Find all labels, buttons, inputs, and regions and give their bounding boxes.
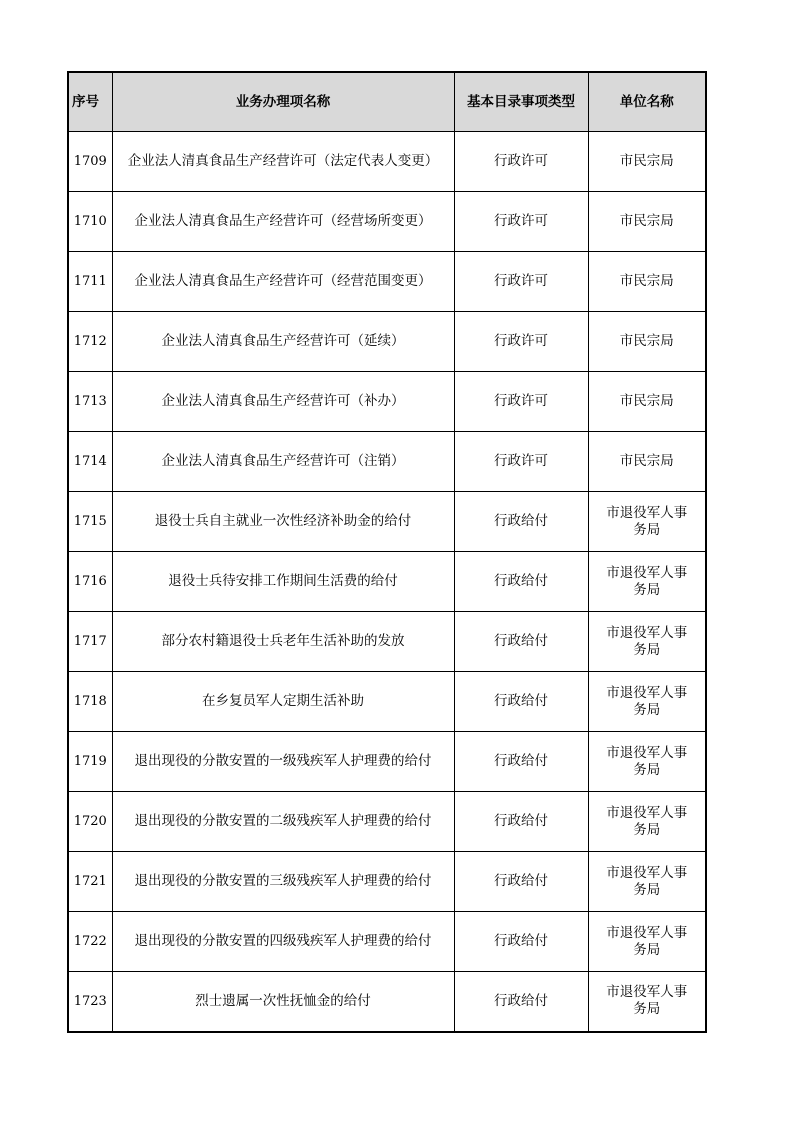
row-number: 1710 (68, 192, 112, 252)
item-type: 行政许可 (454, 132, 588, 192)
item-name: 退役士兵自主就业一次性经济补助金的给付 (112, 492, 454, 552)
item-type: 行政给付 (454, 612, 588, 672)
unit-name: 市退役军人事务局 (588, 972, 706, 1032)
table-row (68, 492, 706, 552)
row-number: 1722 (68, 912, 112, 972)
row-number: 1711 (68, 252, 112, 312)
unit-name: 市退役军人事务局 (588, 792, 706, 852)
item-type: 行政给付 (454, 492, 588, 552)
row-number: 1718 (68, 672, 112, 732)
item-name: 企业法人清真食品生产经营许可（延续） (112, 312, 454, 372)
column-header-no: 序号 (68, 72, 112, 132)
row-number: 1712 (68, 312, 112, 372)
item-type: 行政给付 (454, 912, 588, 972)
item-name: 烈士遗属一次性抚恤金的给付 (112, 972, 454, 1032)
row-number: 1721 (68, 852, 112, 912)
item-name: 企业法人清真食品生产经营许可（法定代表人变更） (112, 132, 454, 192)
table-header (68, 72, 706, 132)
item-type: 行政给付 (454, 732, 588, 792)
item-name: 退出现役的分散安置的一级残疾军人护理费的给付 (112, 732, 454, 792)
table-row (68, 312, 706, 372)
row-number: 1709 (68, 132, 112, 192)
row-number: 1723 (68, 972, 112, 1032)
item-name: 企业法人清真食品生产经营许可（注销） (112, 432, 454, 492)
table-row (68, 612, 706, 672)
item-name: 退出现役的分散安置的二级残疾军人护理费的给付 (112, 792, 454, 852)
item-name: 企业法人清真食品生产经营许可（经营场所变更） (112, 192, 454, 252)
row-number: 1713 (68, 372, 112, 432)
item-name: 在乡复员军人定期生活补助 (112, 672, 454, 732)
item-name: 企业法人清真食品生产经营许可（补办） (112, 372, 454, 432)
unit-name: 市退役军人事务局 (588, 912, 706, 972)
row-number: 1720 (68, 792, 112, 852)
unit-name: 市退役军人事务局 (588, 612, 706, 672)
item-type: 行政许可 (454, 372, 588, 432)
item-type: 行政给付 (454, 792, 588, 852)
table-body (68, 132, 706, 1032)
item-type: 行政许可 (454, 192, 588, 252)
item-name: 企业法人清真食品生产经营许可（经营范围变更） (112, 252, 454, 312)
unit-name: 市民宗局 (588, 372, 706, 432)
table-row (68, 852, 706, 912)
item-type: 行政许可 (454, 432, 588, 492)
table-row (68, 132, 706, 192)
row-number: 1714 (68, 432, 112, 492)
column-header-type: 基本目录事项类型 (454, 72, 588, 132)
item-type: 行政许可 (454, 252, 588, 312)
table-row (68, 552, 706, 612)
item-name: 部分农村籍退役士兵老年生活补助的发放 (112, 612, 454, 672)
unit-name: 市民宗局 (588, 132, 706, 192)
unit-name: 市民宗局 (588, 312, 706, 372)
item-type: 行政给付 (454, 672, 588, 732)
item-name: 退出现役的分散安置的三级残疾军人护理费的给付 (112, 852, 454, 912)
table-row (68, 432, 706, 492)
item-type: 行政许可 (454, 312, 588, 372)
row-number: 1719 (68, 732, 112, 792)
table-row (68, 912, 706, 972)
table-row (68, 372, 706, 432)
table-row (68, 672, 706, 732)
service-items-table (67, 71, 707, 1033)
item-type: 行政给付 (454, 552, 588, 612)
unit-name: 市退役军人事务局 (588, 732, 706, 792)
column-header-unit: 单位名称 (588, 72, 706, 132)
unit-name: 市退役军人事务局 (588, 492, 706, 552)
unit-name: 市民宗局 (588, 192, 706, 252)
unit-name: 市退役军人事务局 (588, 852, 706, 912)
unit-name: 市民宗局 (588, 432, 706, 492)
table-row (68, 252, 706, 312)
item-type: 行政给付 (454, 852, 588, 912)
item-name: 退出现役的分散安置的四级残疾军人护理费的给付 (112, 912, 454, 972)
row-number: 1717 (68, 612, 112, 672)
header-row (68, 72, 706, 132)
column-header-name: 业务办理项名称 (112, 72, 454, 132)
table-row (68, 972, 706, 1032)
row-number: 1716 (68, 552, 112, 612)
row-number: 1715 (68, 492, 112, 552)
unit-name: 市退役军人事务局 (588, 672, 706, 732)
unit-name: 市退役军人事务局 (588, 552, 706, 612)
unit-name: 市民宗局 (588, 252, 706, 312)
item-type: 行政给付 (454, 972, 588, 1032)
table-row (68, 192, 706, 252)
table-row (68, 732, 706, 792)
item-name: 退役士兵待安排工作期间生活费的给付 (112, 552, 454, 612)
table-row (68, 792, 706, 852)
